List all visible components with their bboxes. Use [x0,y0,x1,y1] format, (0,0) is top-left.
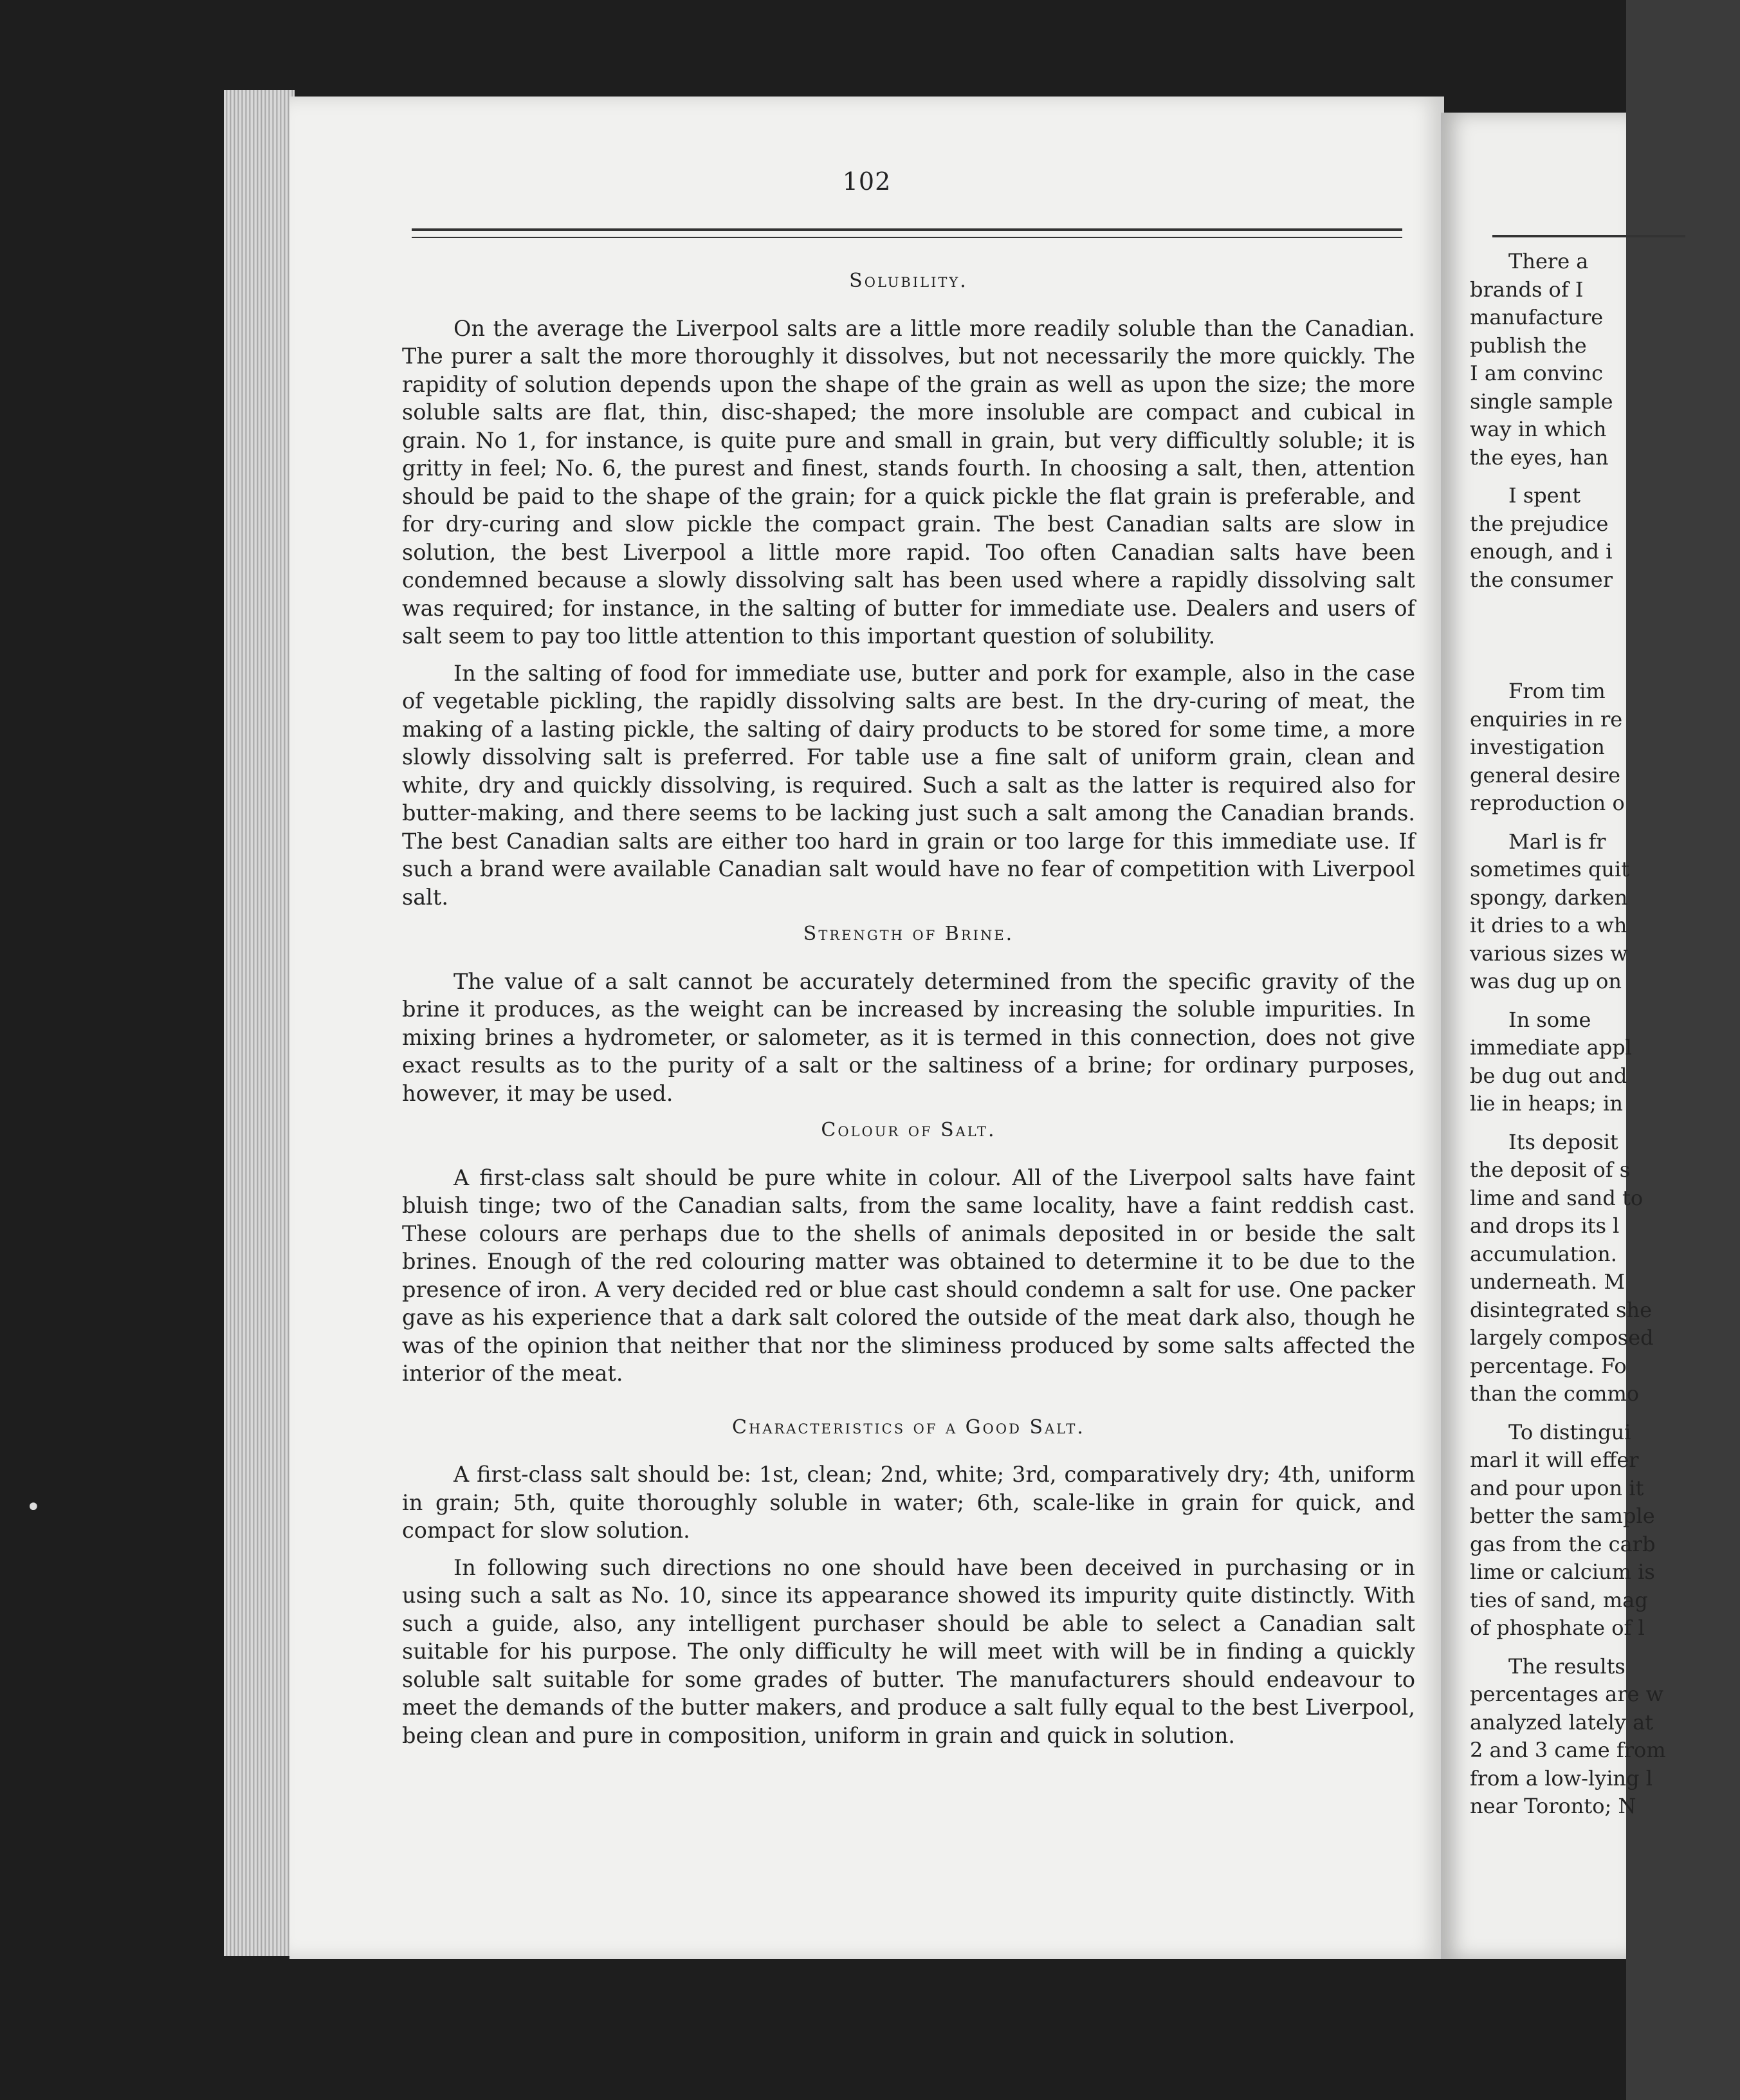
book-page-edges [224,90,295,1956]
text-line: the eyes, han [1470,445,1609,470]
text-line: the consumer [1470,567,1613,592]
text-line: enquiries in re [1470,706,1623,732]
text-line: marl it will effer [1470,1448,1639,1472]
text-line: than the commo [1470,1381,1640,1406]
text-line: underneath. M [1470,1269,1626,1294]
text-line: analyzed lately at [1470,1709,1654,1735]
header-rule-thin [412,237,1402,238]
text-line: general desire [1470,762,1621,788]
text-line: percentage. Fo [1470,1353,1627,1378]
paragraph: On the average the Liverpool salts are a little more readily soluble than the Canadian. The purer a salt the more thoroughly it dissolves, but not necessarily the more quickly. The rapidity of solution depends upon the shape of the grain as well as upon the size; the more soluble salts are flat, thin, disc-shaped; the more insoluble are compact and cubical in grain. No 1, for instance, is quite pure and small in grain, but very difficultly soluble; it is gritty in feel; No. 6, the purest and finest, stands fourth. In choosing a salt, then, attention should be paid to the shape of the grain; for a quick pickle the flat grain is preferable, and for dry-curing and slow pickle the compact grain. The best Canadian salts are slow in solution, the best Liverpool a little more rapid. Too often Canadian salts have been condemned because a slowly dissolving salt has been used where a rapidly dissolving salt was required; for instance, in the salting of butter for immediate use. Dealers and users of salt seem to pay too little attention to this important question of solubility. [402,315,1415,649]
text-line: better the sample [1470,1504,1655,1528]
paragraph: A first-class salt should be pure white in colour. All of the Liverpool salts have faint bluish tinge; two of the Canadian salts, from the same locality, have a faint reddish cast. These colours are perhaps due to the shells of animals deposited in or beside the salt brines. Enough of the red colouring matter was obtained to determine it to be due to the presence of iron. A very decided red or blue cast should condemn a salt for use. One packer gave as his experience that a dark salt colored the outside of the meat dark also, though he was of the opinion that neither that nor the sliminess produced by some salts affected the interior of the meat. [402,1165,1415,1386]
text-line: largely composed [1470,1325,1654,1350]
paragraph: In the salting of food for immediate use, butter and pork for example, also in the case of vegetable pickling, the rapidly dissolving salts are best. In the dry-curing of meat, the making of a lasting pickle, the salting of dairy products to be stored for some time, a more slowly dissolving salt is preferred. For table use a fine salt of uniform grain, clean and white, dry and quickly dissolving, is required. Such a salt as the latter is required also for butter-making, and there seems to be lacking just such a salt among the Canadian brands. The best Canadian salts are either too hard in grain or too large for this immediate use. If such a brand were available Canadian salt would have no fear of competition with Liverpool salt. [402,660,1415,910]
text-line: 2 and 3 came from [1470,1738,1666,1762]
page-body [402,267,1415,1758]
text-line: lime and sand to [1470,1185,1644,1210]
right-page-partial [1441,113,1666,1959]
text-line: and pour upon it [1470,1475,1644,1500]
left-page [289,97,1444,1959]
text-line: sometimes quit [1470,857,1630,881]
paragraph: A first-class salt should be: 1st, clean; 2nd, white; 3rd, comparatively dry; 4th, uniform in grain; 5th, quite thoroughly soluble in water; 6th, scale-like in grain for quick, and compact for slow solution. [402,1462,1415,1543]
header-rule [412,228,1402,231]
text-line: There a [1508,249,1589,273]
text-line: it dries to a wh [1470,913,1627,937]
text-line: be dug out and [1470,1063,1627,1088]
section-heading-strength-of-brine: Strength of Brine. [803,923,1014,945]
header-rule [1492,235,1685,237]
text-line: lie in heaps; in [1470,1091,1623,1116]
section-heading-colour-of-salt: Colour of Salt. [821,1119,996,1141]
text-line: investigation [1470,735,1605,759]
scan-speck: • [26,1493,41,1522]
text-line: near Toronto; N [1470,1794,1636,1818]
text-line: To distingui [1508,1419,1631,1444]
text-line: Its deposit [1508,1129,1618,1154]
text-line: manufacture [1470,305,1604,329]
text-line: single sample [1470,389,1613,414]
section-heading-solubility: Solubility. [849,270,968,292]
text-line: immediate appl [1470,1035,1632,1060]
text-line: was dug up on [1470,969,1622,993]
text-line: the prejudice [1470,511,1609,536]
text-line: and drops its l [1470,1213,1620,1238]
text-line: lime or calcium is [1470,1560,1655,1584]
text-line: The results [1508,1653,1626,1679]
text-line: spongy, darken [1470,885,1628,910]
text-line: From tim [1508,679,1606,703]
text-line: various sizes w [1470,941,1628,966]
text-line: way in which [1470,417,1607,441]
text-line: of phosphate of l [1470,1616,1645,1640]
text-line: ties of sand, mag [1470,1587,1648,1612]
text-line: accumulation. [1470,1241,1617,1266]
text-line: gas from the carb [1470,1531,1656,1556]
text-line: enough, and i [1470,539,1613,564]
paragraph: In following such directions no one should have been deceived in purchasing or in using such a salt as No. 10, since its appearance showed its impurity quite distinctly. With such a guide, also, any intelligent purchaser should be able to select a Canadian salt suitable for his purpose. The only difficulty he will meet with will be in finding a quickly soluble salt suitable for some grades of butter. The manufacturers should endeavour to meet the demands of the butter makers, and produce a salt fully equal to the best Liverpool, being clean and pure in composition, uniform in grain and quick in solution. [402,1554,1415,1748]
page-number: 102 [842,167,892,196]
text-line: percentages are w [1470,1682,1664,1706]
text-line: I am convinc [1470,361,1604,385]
text-line: Marl is fr [1508,829,1606,854]
text-line: publish the [1470,333,1587,358]
text-line: from a low-lying l [1470,1765,1653,1791]
text-line: brands of I [1470,277,1584,302]
section-heading-characteristics: Characteristics of a Good Salt. [732,1415,1085,1439]
paragraph: The value of a salt cannot be accurately determined from the specific gravity of the brine it produces, as the weight can be increased by increasing the soluble impurities. In mixing brines a hydrometer, or salometer, as it is termed in this connection, does not give exact results as to the purity of a salt or the saltiness of a brine; for ordinary purposes, however, it may be used. [402,968,1415,1106]
text-line: disintegrated she [1470,1297,1653,1322]
text-line: In some [1508,1007,1591,1032]
text-line: the deposit of s [1470,1157,1631,1182]
text-line: reproduction o [1470,791,1625,815]
text-line: I spent [1508,483,1581,508]
right-page-text [1470,248,1740,1821]
